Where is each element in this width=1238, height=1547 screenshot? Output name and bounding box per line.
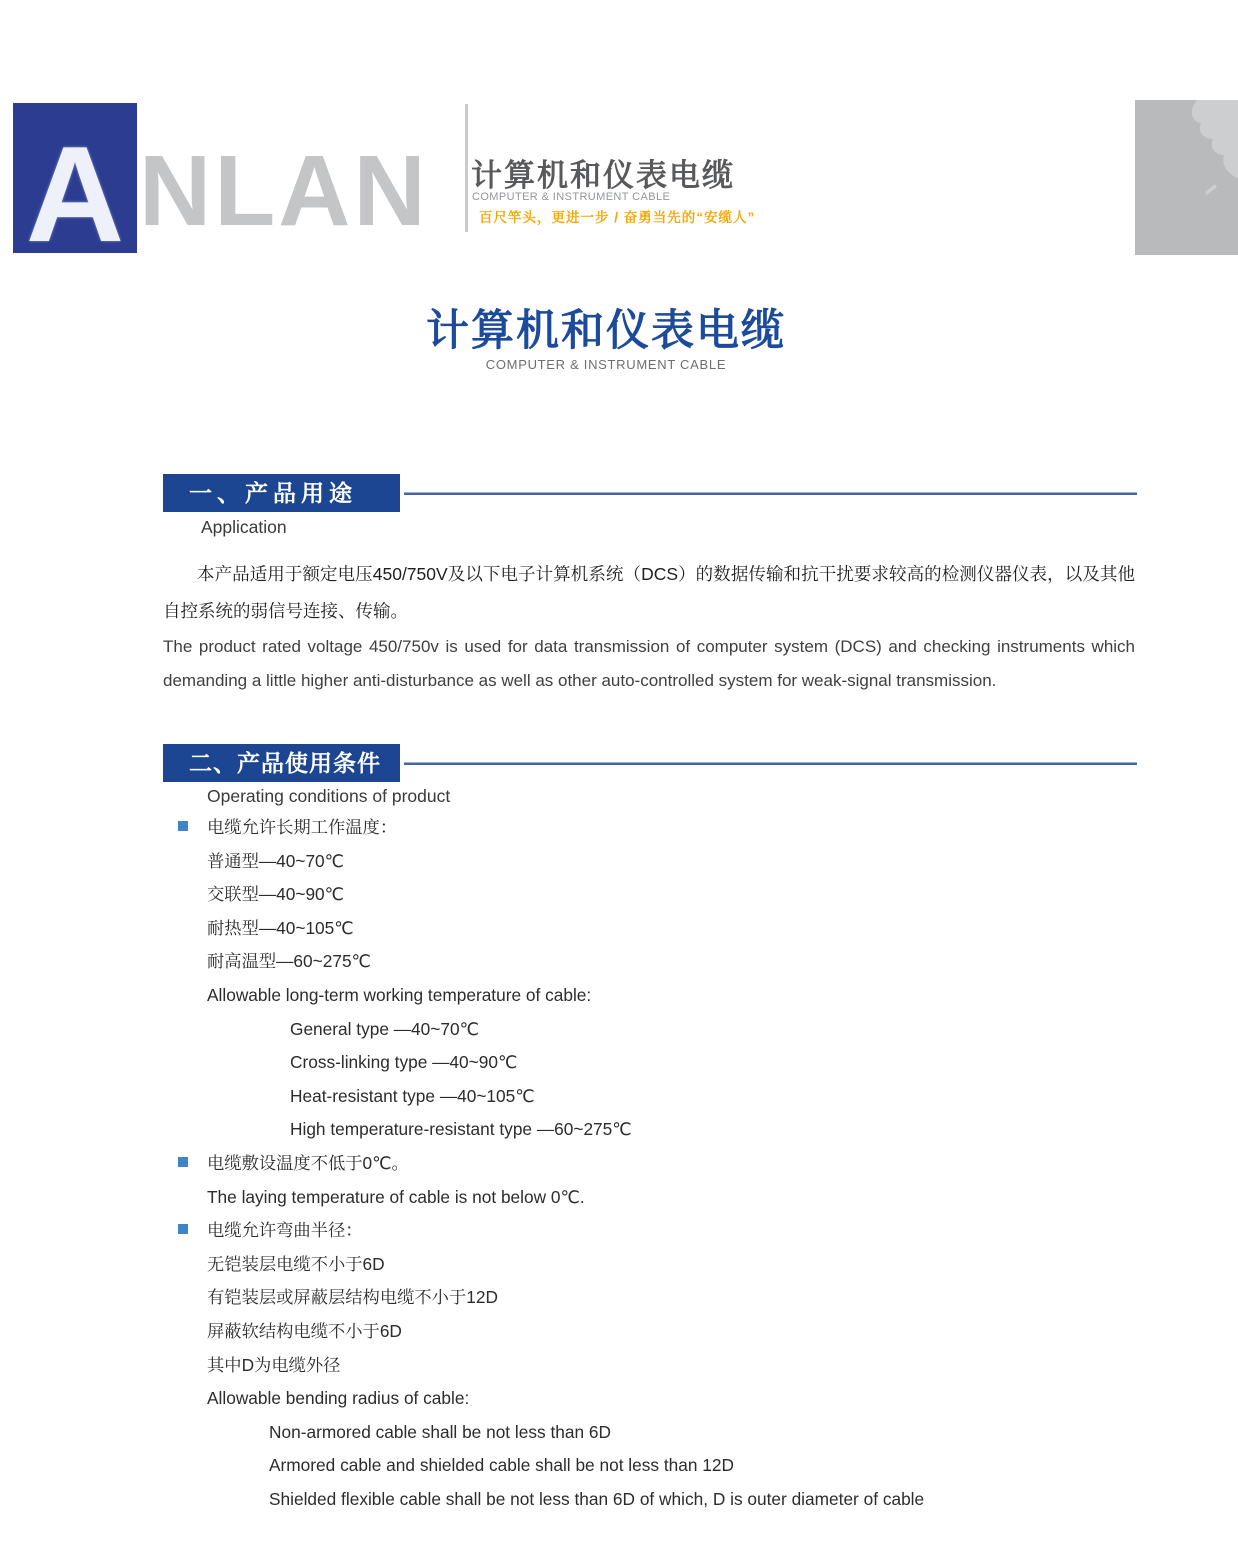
list-item-text: Non-armored cable shall be not less than 6D xyxy=(269,1421,611,1442)
list-item-text: 电缆允许长期工作温度： xyxy=(207,817,398,837)
list-item xyxy=(163,1449,1137,1483)
list-item-text: 其中D为电缆外径 xyxy=(207,1354,341,1375)
list-item xyxy=(163,1281,1137,1315)
list-item xyxy=(163,878,1137,912)
list-item-text: Shielded flexible cable shall be not less than 6D of which, D is outer diameter of cable xyxy=(269,1488,925,1509)
list-item xyxy=(163,1416,1137,1450)
logo-letter-a: A xyxy=(25,118,125,270)
header-slogan: 百尺竿头，更进一步 / 奋勇当先的“安缆人” xyxy=(479,210,756,225)
list-item-text: Allowable bending radius of cable: xyxy=(207,1388,470,1409)
list-item-text: 交联型—40~90℃ xyxy=(207,884,345,905)
list-item xyxy=(163,1181,1137,1215)
list-item xyxy=(163,1382,1137,1416)
list-item xyxy=(163,1214,1137,1248)
list-item-text: Allowable long-term working temperature of cable: xyxy=(207,984,592,1005)
list-item-text: The laying temperature of cable is not below 0℃. xyxy=(207,1186,585,1207)
list-item-text: 有铠装层或屏蔽层结构电缆不小于12D xyxy=(207,1287,498,1308)
list-item xyxy=(163,1013,1137,1047)
list-item-text: Armored cable and shielded cable shall be not less than 12D xyxy=(269,1455,734,1476)
list-item xyxy=(163,1483,1137,1517)
list-item xyxy=(163,845,1137,879)
list-item xyxy=(163,1113,1137,1147)
corner-leaf-decoration xyxy=(1135,100,1238,255)
list-item xyxy=(163,1248,1137,1282)
list-item-text: 普通型—40~70℃ xyxy=(207,850,345,871)
list-item-text: Heat-resistant type —40~105℃ xyxy=(290,1085,535,1106)
list-item-text: 耐热型—40~105℃ xyxy=(207,917,354,938)
list-item-text: Cross-linking type —40~90℃ xyxy=(290,1052,518,1073)
bullet-square-icon xyxy=(178,821,188,831)
list-item-text: 无铠装层电缆不小于6D xyxy=(207,1253,385,1274)
section1-rule xyxy=(404,492,1137,495)
list-item-text: General type —40~70℃ xyxy=(290,1018,479,1039)
header-product-title-en: COMPUTER & INSTRUMENT CABLE xyxy=(472,191,671,203)
list-item xyxy=(163,1046,1137,1080)
list-item-text: High temperature-resistant type —60~275℃ xyxy=(290,1119,632,1140)
list-item-text: 屏蔽软结构电缆不小于6D xyxy=(207,1320,402,1341)
list-item xyxy=(163,945,1137,979)
header-vertical-divider xyxy=(465,104,468,232)
list-item xyxy=(163,979,1137,1013)
application-paragraph-en: The product rated voltage 450/750v is used for data transmission of computer system (DCS) and checking instruments which demanding a little higher anti-disturbance as well as other auto-controlled system for weak-signal transmission. xyxy=(163,637,1135,690)
list-item-text: 耐高温型—60~275℃ xyxy=(207,951,371,972)
section1-subheading: Application xyxy=(201,517,287,537)
section2-rule xyxy=(404,762,1137,765)
bullet-square-icon xyxy=(178,1157,188,1167)
list-item xyxy=(163,1349,1137,1383)
anlan-logo xyxy=(13,103,137,270)
list-item xyxy=(163,912,1137,946)
page-title: 计算机和仪表电缆 xyxy=(426,307,786,355)
logo-wordmark: NLAN xyxy=(139,135,429,247)
section2-header xyxy=(163,744,1137,782)
list-item xyxy=(163,1147,1137,1181)
section2-heading: 二、产品使用条件 xyxy=(163,744,400,782)
list-item-text: 电缆敷设温度不低于0℃。 xyxy=(207,1152,409,1173)
application-paragraph-cn: 本产品适用于额定电压450/750V及以下电子计算机系统（DCS）的数据传输和抗干扰要求较高的检测仪器仪表，以及其他自控系统的弱信号连接、传输。 xyxy=(163,564,1135,621)
list-item xyxy=(163,1080,1137,1114)
list-item xyxy=(163,1315,1137,1349)
bullet-square-icon xyxy=(178,1224,188,1234)
list-item xyxy=(163,811,1137,845)
conditions-list xyxy=(163,811,1137,1516)
header-product-title-cn: 计算机和仪表电缆 xyxy=(471,158,735,193)
page-subtitle: COMPUTER & INSTRUMENT CABLE xyxy=(485,357,727,372)
section1-header xyxy=(163,474,1137,512)
section1-heading: 一、产品用途 xyxy=(163,474,400,512)
section2-subheading: Operating conditions of product xyxy=(207,786,451,806)
list-item-text: 电缆允许弯曲半径： xyxy=(207,1220,363,1241)
